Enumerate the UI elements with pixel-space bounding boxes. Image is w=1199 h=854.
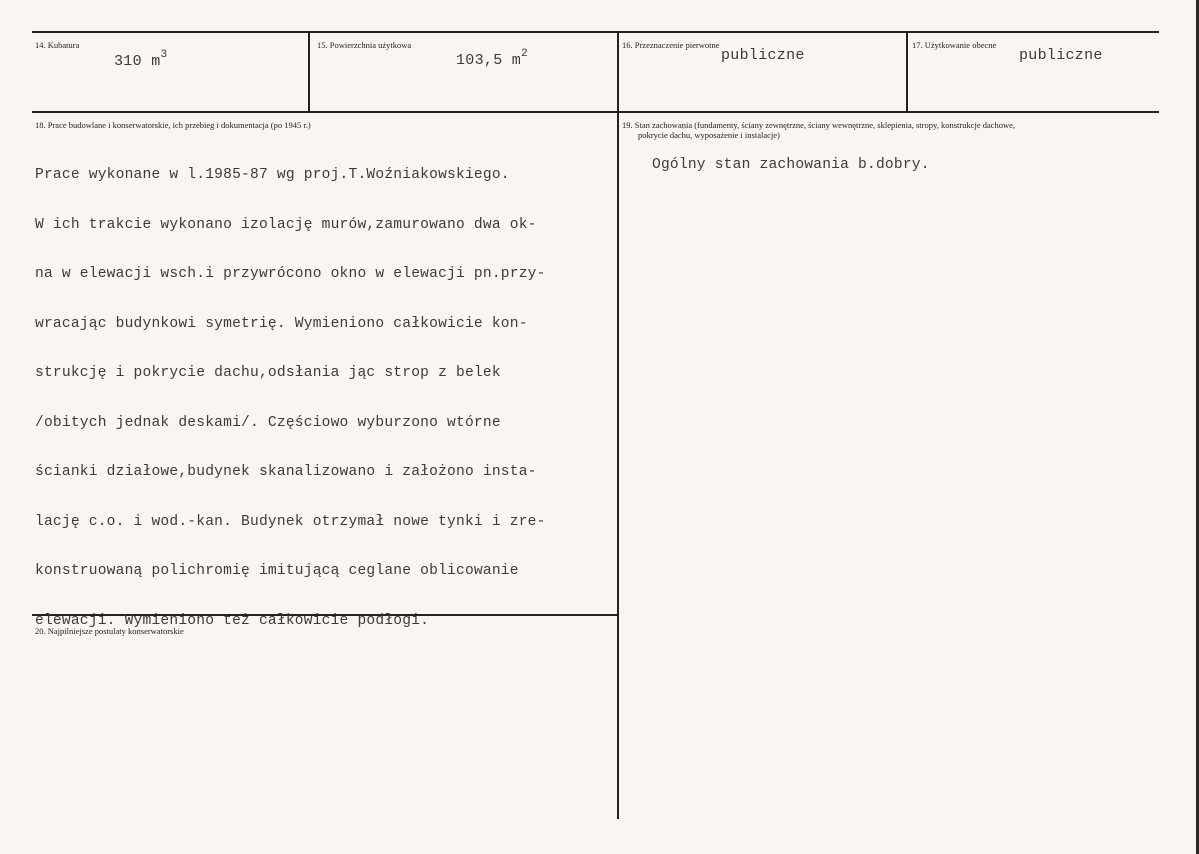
field-16-label: 16. Przeznaczenie pierwotne bbox=[622, 40, 720, 50]
divider-16-17 bbox=[906, 31, 908, 113]
field-14-value: 310 $m^3$ bbox=[114, 49, 168, 70]
text-line: ścianki działowe,budynek skanalizowano i założono insta- bbox=[35, 464, 537, 480]
field-20-label: 20. Najpilniejsze postulaty konserwatorskie bbox=[35, 626, 184, 636]
field-15-value: 103,5 $m^2$ bbox=[456, 48, 529, 69]
text-line: W ich trakcie wykonano izolację murów,zamurowano dwa ok- bbox=[35, 216, 537, 233]
row1-bottom-rule bbox=[32, 111, 1159, 113]
text-line: elewacji. Wymieniono też całkowicie podłogi. bbox=[35, 612, 430, 629]
field-15-label: 15. Powierzchnia użytkowa bbox=[317, 40, 412, 50]
text-line: strukcję i pokrycie dachu,odsłania jąc strop z belek bbox=[35, 365, 501, 381]
text-line: na w elewacji wsch.i przywrócono okno w elewacji pn.przy- bbox=[35, 266, 546, 282]
field-19-label-line2: pokrycie dachu, wyposażenie i instalacje) bbox=[638, 130, 780, 140]
field-17-label: 17. Użytkowanie obecne bbox=[912, 40, 997, 50]
divider-14-15 bbox=[308, 31, 310, 113]
top-rule bbox=[32, 31, 1159, 33]
field-18-text bbox=[35, 134, 546, 662]
field-17-value: publiczne bbox=[1019, 47, 1103, 64]
text-line: konstruowaną polichromię imitującą ceglane oblicowanie bbox=[35, 563, 519, 579]
text-line: wracając budynkowi symetrię. Wymieniono całkowicie kon- bbox=[35, 315, 528, 332]
divider-center bbox=[617, 31, 619, 819]
field-18-label: 18. Prace budowlane i konserwatorskie, ich przebieg i dokumentacja (po 1945 r.) bbox=[35, 120, 311, 130]
field-16-value: publiczne bbox=[721, 47, 805, 64]
text-line: /obitych jednak deskami/. Częściowo wyburzono wtórne bbox=[35, 414, 501, 431]
text-line: Prace wykonane w l.1985-87 wg proj.T.Woźniakowskiego. bbox=[35, 167, 510, 183]
field-19-text: Ogólny stan zachowania b.dobry. bbox=[652, 157, 930, 173]
field-19-label-line1: 19. Stan zachowania (fundamenty, ściany zewnętrzne, ściany wewnętrzne, sklepienia, stropy, konstrukcje dachowe, bbox=[622, 120, 1016, 130]
field-14-label: 14. Kubatura bbox=[35, 40, 80, 50]
field-19-label bbox=[622, 120, 1015, 140]
text-line: lację c.o. i wod.-kan. Budynek otrzymał nowe tynki i zre- bbox=[35, 513, 546, 530]
